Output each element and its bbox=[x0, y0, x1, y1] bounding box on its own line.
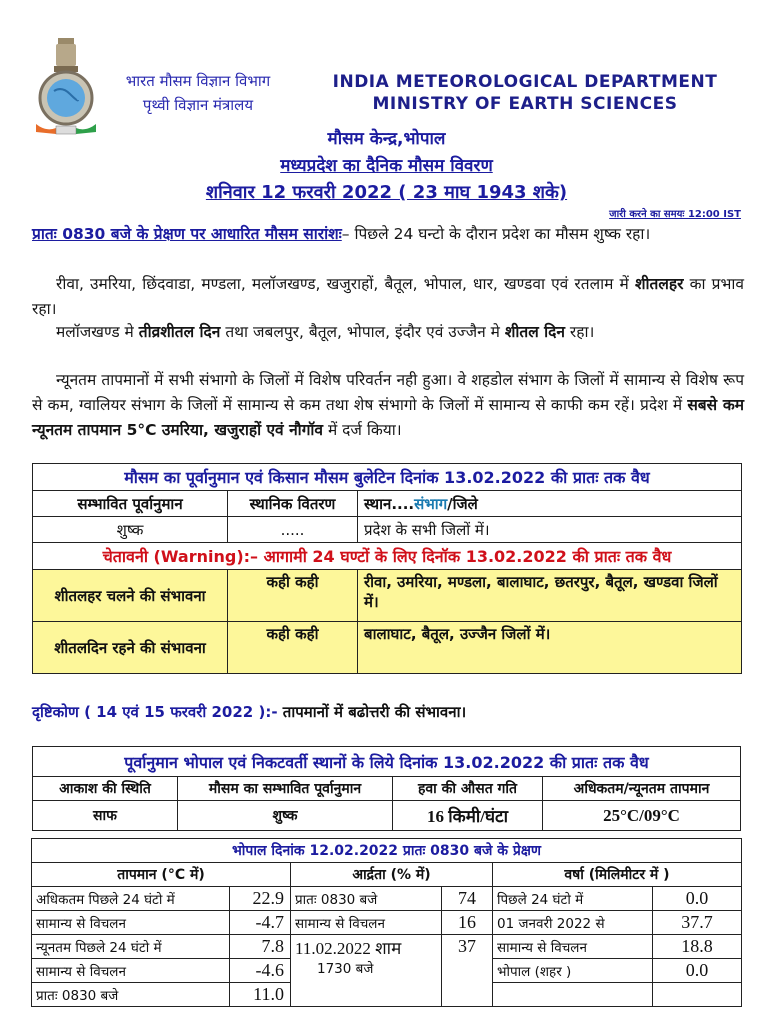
temp-label: न्यूनतम पिछले 24 घंटो में bbox=[32, 935, 230, 959]
column-header: हवा की औसत गति bbox=[393, 777, 543, 801]
temp-value: -4.6 bbox=[230, 959, 291, 983]
summary-paragraph bbox=[32, 222, 744, 247]
warning-row bbox=[33, 622, 742, 674]
rain-value: 0.0 bbox=[653, 959, 742, 983]
table-cell: ..... bbox=[228, 517, 358, 543]
paragraph-bold: सबसे कम न्यूनतम तापमान 5°C उमरिया, खजुराहों एवं नौगॉव bbox=[32, 396, 744, 439]
ministry-name-hindi: पृथ्वी विज्ञान मंत्रालय bbox=[142, 96, 254, 114]
paragraph-text: रहा। bbox=[564, 323, 595, 341]
column-header: आकाश की स्थिति bbox=[33, 777, 178, 801]
rain-label: पिछले 24 घंटो में bbox=[493, 887, 653, 911]
max-min-temperature: 25°C/09°C bbox=[543, 801, 741, 831]
paragraph-text: मलॉजखण्ड मे bbox=[56, 323, 139, 341]
table-row bbox=[33, 517, 742, 543]
imd-emblem-icon bbox=[26, 36, 106, 136]
report-date bbox=[0, 180, 773, 204]
temp-value: 11.0 bbox=[230, 983, 291, 1007]
outlook-label: दृष्टिकोण ( 14 एवं 15 फरवरी 2022 ):- bbox=[32, 703, 278, 721]
observations-title: भोपाल दिनांक 12.02.2022 प्रातः 0830 बजे के प्रेक्षण bbox=[32, 839, 742, 863]
column-header: स्थानिक वितरण bbox=[228, 491, 358, 517]
report-date-text: शनिवार 12 फरवरी 2022 ( 23 माघ 1943 शके) bbox=[205, 182, 568, 203]
summary-heading: प्रातः 0830 बजे के प्रेक्षण पर आधारित मौसम सारांशः bbox=[32, 225, 342, 243]
temp-value: 7.8 bbox=[230, 935, 291, 959]
rain-value: 37.7 bbox=[653, 911, 742, 935]
humidity-label-line1: 11.02.2022 शाम bbox=[295, 939, 402, 958]
min-temp-paragraph bbox=[32, 368, 744, 443]
table-row bbox=[32, 935, 742, 959]
temp-label: अधिकतम पिछले 24 घंटो में bbox=[32, 887, 230, 911]
table-cell: प्रदेश के सभी जिलों में। bbox=[358, 517, 742, 543]
sky-condition: साफ bbox=[33, 801, 178, 831]
header-part: /जिले bbox=[447, 494, 478, 513]
paragraph-text: रीवा, उमरिया, छिंदवाडा, मण्डला, मलॉजखण्ड, खजुराहों, बैतूल, भोपाल, धार, खण्डवा एवं रतलाम में bbox=[56, 275, 635, 293]
forecast-table bbox=[32, 463, 742, 674]
humidity-label: सामान्य से विचलन bbox=[291, 911, 442, 935]
weather-forecast: शुष्क bbox=[178, 801, 393, 831]
temp-label: सामान्य से विचलन bbox=[32, 959, 230, 983]
org-name-hindi: भारत मौसम विज्ञान विभाग bbox=[125, 72, 271, 90]
humidity-value: 37 bbox=[442, 935, 493, 1007]
warning-distribution: कही कही bbox=[228, 622, 358, 674]
temp-value: 22.9 bbox=[230, 887, 291, 911]
warning-row bbox=[33, 570, 742, 622]
rain-value: 18.8 bbox=[653, 935, 742, 959]
column-header: मौसम का सम्भावित पूर्वानुमान bbox=[178, 777, 393, 801]
table-row bbox=[32, 887, 742, 911]
humidity-header: आर्द्रता (% में) bbox=[291, 863, 493, 887]
outlook-line bbox=[32, 702, 466, 722]
humidity-label: प्रातः 0830 बजे bbox=[291, 887, 442, 911]
temp-label: सामान्य से विचलन bbox=[32, 911, 230, 935]
empty-cell bbox=[653, 983, 742, 1007]
rainfall-header: वर्षा (मिलिमीटर में ) bbox=[493, 863, 742, 887]
warning-type: शीतलहर चलने की संभावना bbox=[33, 570, 228, 622]
column-header bbox=[358, 491, 742, 517]
paragraph-text: न्यूनतम तापमानों में सभी संभागो के जिलों में विशेष परिवर्तन नही हुआ। वे शहडोल संभाग के जिलों में सामान्य से विशेष रूप से कम, ग्वालियर संभाग के जिलों में सामान्य से कम तथा शेष संभागो के जिलों में सामान्य से काफी कम रहें। प्रदेश में bbox=[32, 371, 744, 414]
office-title: मौसम केन्द्र,भोपाल bbox=[327, 129, 446, 149]
column-header: सम्भावित पूर्वानुमान bbox=[33, 491, 228, 517]
paragraph-bold: तीव्रशीतल दिन bbox=[138, 323, 221, 341]
paragraph-text: का प्रभाव रहा। bbox=[32, 275, 744, 318]
humidity-label-line2: 1730 बजे bbox=[317, 961, 374, 977]
cold-wave-paragraph bbox=[32, 272, 744, 322]
temp-value: -4.7 bbox=[230, 911, 291, 935]
column-header: अधिकतम/न्यूनतम तापमान bbox=[543, 777, 741, 801]
paragraph-bold: शीतलहर bbox=[634, 275, 684, 293]
forecast-table-title: मौसम का पूर्वानुमान एवं किसान मौसम बुलेटिन दिनांक 13.02.2022 की प्रातः तक वैध bbox=[33, 464, 742, 491]
rain-label: 01 जनवरी 2022 से bbox=[493, 911, 653, 935]
humidity-label bbox=[291, 935, 442, 1007]
bhopal-forecast-table bbox=[32, 746, 741, 831]
temp-label: प्रातः 0830 बजे bbox=[32, 983, 230, 1007]
header-part: स्थान.... bbox=[364, 494, 415, 513]
humidity-value: 16 bbox=[442, 911, 493, 935]
rain-label: सामान्य से विचलन bbox=[493, 935, 653, 959]
empty-cell bbox=[493, 983, 653, 1007]
warning-title: चेतावनी (Warning):– आगामी 24 घण्टों के लिए दिनॉक 13.02.2022 की प्रातः तक वैध bbox=[33, 543, 742, 570]
warning-places: बालाघाट, बैतूल, उज्जैन जिलों में। bbox=[358, 622, 742, 674]
outlook-text: तापमानों में बढोत्तरी की संभावना। bbox=[277, 703, 467, 721]
temperature-header: तापमान (°C में) bbox=[32, 863, 291, 887]
cold-day-paragraph bbox=[32, 320, 744, 345]
summary-text: – पिछले 24 घन्टो के दौरान प्रदेश का मौसम शुष्क रहा। bbox=[341, 225, 651, 243]
table-cell: शुष्क bbox=[33, 517, 228, 543]
report-title bbox=[0, 153, 773, 176]
header-part-highlight: संभाग bbox=[414, 494, 448, 513]
table-row bbox=[33, 801, 741, 831]
paragraph-bold: शीतल दिन bbox=[504, 323, 565, 341]
rain-value: 0.0 bbox=[653, 887, 742, 911]
warning-distribution: कही कही bbox=[228, 570, 358, 622]
ministry-name-english: MINISTRY OF EARTH SCIENCES bbox=[372, 94, 678, 114]
paragraph-text: तथा जबलपुर, बैतूल, भोपाल, इंदौर एवं उज्जैन मे bbox=[220, 323, 505, 341]
issue-time: जारी करने का समयः 12:00 IST bbox=[609, 209, 741, 220]
report-title-text: मध्यप्रदेश का दैनिक मौसम विवरण bbox=[280, 156, 493, 176]
org-name-english: INDIA METEOROLOGICAL DEPARTMENT bbox=[332, 72, 718, 92]
rain-label: भोपाल (शहर ) bbox=[493, 959, 653, 983]
warning-places: रीवा, उमरिया, मण्डला, बालाघाट, छतरपुर, बैतूल, खण्डवा जिलों में। bbox=[358, 570, 742, 622]
bhopal-forecast-title: पूर्वानुमान भोपाल एवं निकटवर्ती स्थानों के लिये दिनांक 13.02.2022 की प्रातः तक वैध bbox=[33, 747, 741, 777]
humidity-value: 74 bbox=[442, 887, 493, 911]
warning-type: शीतलदिन रहने की संभावना bbox=[33, 622, 228, 674]
table-row bbox=[32, 911, 742, 935]
paragraph-text: में दर्ज किया। bbox=[323, 421, 402, 439]
observations-table bbox=[31, 838, 742, 1007]
wind-speed: 16 किमी/घंटा bbox=[393, 801, 543, 831]
